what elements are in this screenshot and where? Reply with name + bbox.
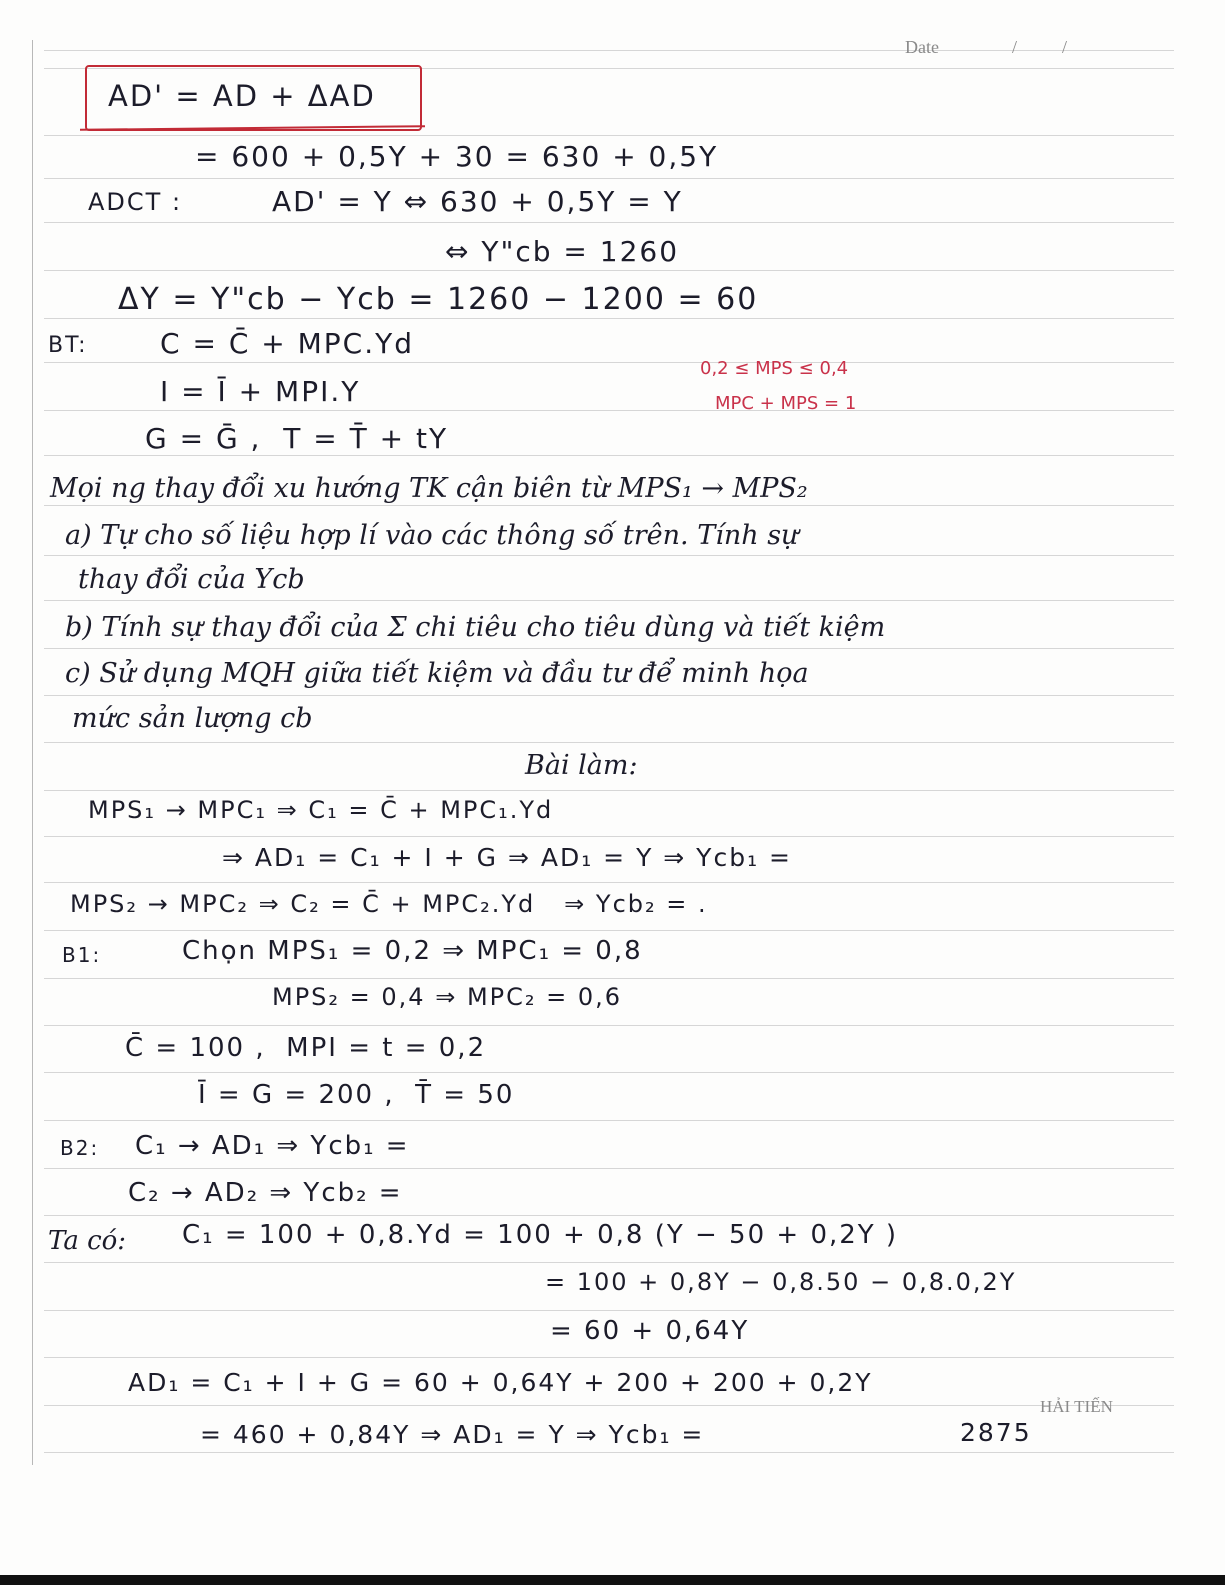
margin-line	[32, 40, 33, 1465]
ruled-line	[44, 742, 1174, 743]
ruled-line	[44, 362, 1174, 363]
calc-ad1: AD₁ = C₁ + I + G = 60 + 0,64Y + 200 + 200 + 0,2Y	[128, 1368, 873, 1397]
ruled-line	[44, 1405, 1174, 1406]
b1-choose-mps1: Chọn MPS₁ = 0,2 ⇒ MPC₁ = 0,8	[182, 936, 643, 966]
ruled-line	[44, 1357, 1174, 1358]
note-mps-range: 0,2 ≤ MPS ≤ 0,4	[700, 358, 849, 379]
line-equilibrium-condition: AD' = Y ⇔ 630 + 0,5Y = Y	[272, 185, 683, 218]
eq-consumption: C = C̄ + MPC.Yd	[160, 327, 414, 360]
calc-ad1-step-2: = 460 + 0,84Y ⇒ AD₁ = Y ⇒ Ycb₁ =	[200, 1420, 705, 1449]
problem-intro: Mọi ng thay đổi xu hướng TK cận biên từ MPS₁ → MPS₂	[50, 473, 808, 504]
ruled-line	[44, 270, 1174, 271]
eq-investment: I = Ī + MPI.Y	[160, 375, 361, 408]
ruled-line	[44, 1215, 1174, 1216]
ruled-line	[44, 978, 1174, 979]
outline-step-2: ⇒ AD₁ = C₁ + I + G ⇒ AD₁ = Y ⇒ Ycb₁ =	[222, 843, 792, 872]
ruled-line	[44, 1168, 1174, 1169]
ruled-line	[44, 790, 1174, 791]
boxed-formula: AD' = AD + ΔAD	[108, 79, 376, 113]
line-new-equilibrium: ⇔ Y"cb = 1260	[445, 235, 680, 268]
watermark: HẢI TIẾN	[1040, 1397, 1113, 1416]
ruled-line	[44, 410, 1174, 411]
calc-ycb1-result: 2875	[960, 1418, 1032, 1447]
bottom-edge	[0, 1575, 1225, 1585]
ruled-line	[44, 135, 1174, 136]
b1-i-g: Ī = G = 200 , T̄ = 50	[198, 1080, 515, 1110]
ruled-line	[44, 50, 1174, 51]
ruled-line	[44, 222, 1174, 223]
eq-government-tax: G = Ḡ , T = T̄ + tY	[145, 422, 449, 455]
ruled-line	[44, 555, 1174, 556]
label-bt: BT:	[48, 333, 88, 358]
problem-part-c: c) Sử dụng MQH giữa tiết kiệm và đầu tư để minh họa	[65, 658, 809, 689]
problem-part-c-cont: mức sản lượng cb	[72, 703, 313, 734]
ruled-line	[44, 836, 1174, 837]
ruled-line	[44, 695, 1174, 696]
label-b2: B2:	[60, 1136, 100, 1160]
problem-part-a-cont: thay đổi của Ycb	[78, 564, 305, 595]
calc-c1-step-2: = 100 + 0,8Y − 0,8.50 − 0,8.0,2Y	[545, 1268, 1017, 1296]
ruled-line	[44, 505, 1174, 506]
b2-step-1: C₁ → AD₁ ⇒ Ycb₁ =	[135, 1131, 410, 1161]
note-mpc-mps-sum: MPC + MPS = 1	[715, 393, 857, 414]
ruled-line	[44, 1120, 1174, 1121]
ruled-line	[44, 318, 1174, 319]
calc-c1: C₁ = 100 + 0,8.Yd = 100 + 0,8 (Y − 50 + 0,2Y )	[182, 1220, 899, 1250]
ruled-line	[44, 455, 1174, 456]
outline-step-3: MPS₂ → MPC₂ ⇒ C₂ = C̄ + MPC₂.Yd ⇒ Ycb₂ = .	[70, 890, 708, 918]
problem-part-a: a) Tự cho số liệu hợp lí vào các thông số trên. Tính sự	[65, 520, 799, 551]
ruled-line	[44, 1025, 1174, 1026]
label-ta-co: Ta có:	[48, 1226, 127, 1256]
label-b1: B1:	[62, 943, 102, 967]
b1-c-bar: C̄ = 100 , MPI = t = 0,2	[125, 1033, 487, 1063]
calc-c1-step-3: = 60 + 0,64Y	[550, 1316, 750, 1346]
date-slashes: / /	[1012, 37, 1068, 57]
solution-heading: Bài làm:	[525, 750, 638, 781]
b2-step-2: C₂ → AD₂ ⇒ Ycb₂ =	[128, 1178, 403, 1208]
problem-part-b: b) Tính sự thay đổi của Σ chi tiêu cho tiêu dùng và tiết kiệm	[65, 612, 886, 643]
ruled-line	[44, 930, 1174, 931]
outline-step-1: MPS₁ → MPC₁ ⇒ C₁ = C̄ + MPC₁.Yd	[88, 796, 554, 824]
ruled-line	[44, 882, 1174, 883]
line-ad-expansion: = 600 + 0,5Y + 30 = 630 + 0,5Y	[195, 140, 719, 173]
date-label: Date	[905, 37, 939, 57]
ruled-line	[44, 1262, 1174, 1263]
ruled-line	[44, 648, 1174, 649]
line-delta-y: ΔY = Y"cb − Ycb = 1260 − 1200 = 60	[118, 282, 759, 317]
ruled-line	[44, 1452, 1174, 1453]
ruled-line	[44, 178, 1174, 179]
ruled-line	[44, 1310, 1174, 1311]
b1-mps2: MPS₂ = 0,4 ⇒ MPC₂ = 0,6	[272, 983, 623, 1011]
ruled-line	[44, 1072, 1174, 1073]
label-adct: ADCT :	[88, 188, 183, 216]
ruled-line	[44, 600, 1174, 601]
